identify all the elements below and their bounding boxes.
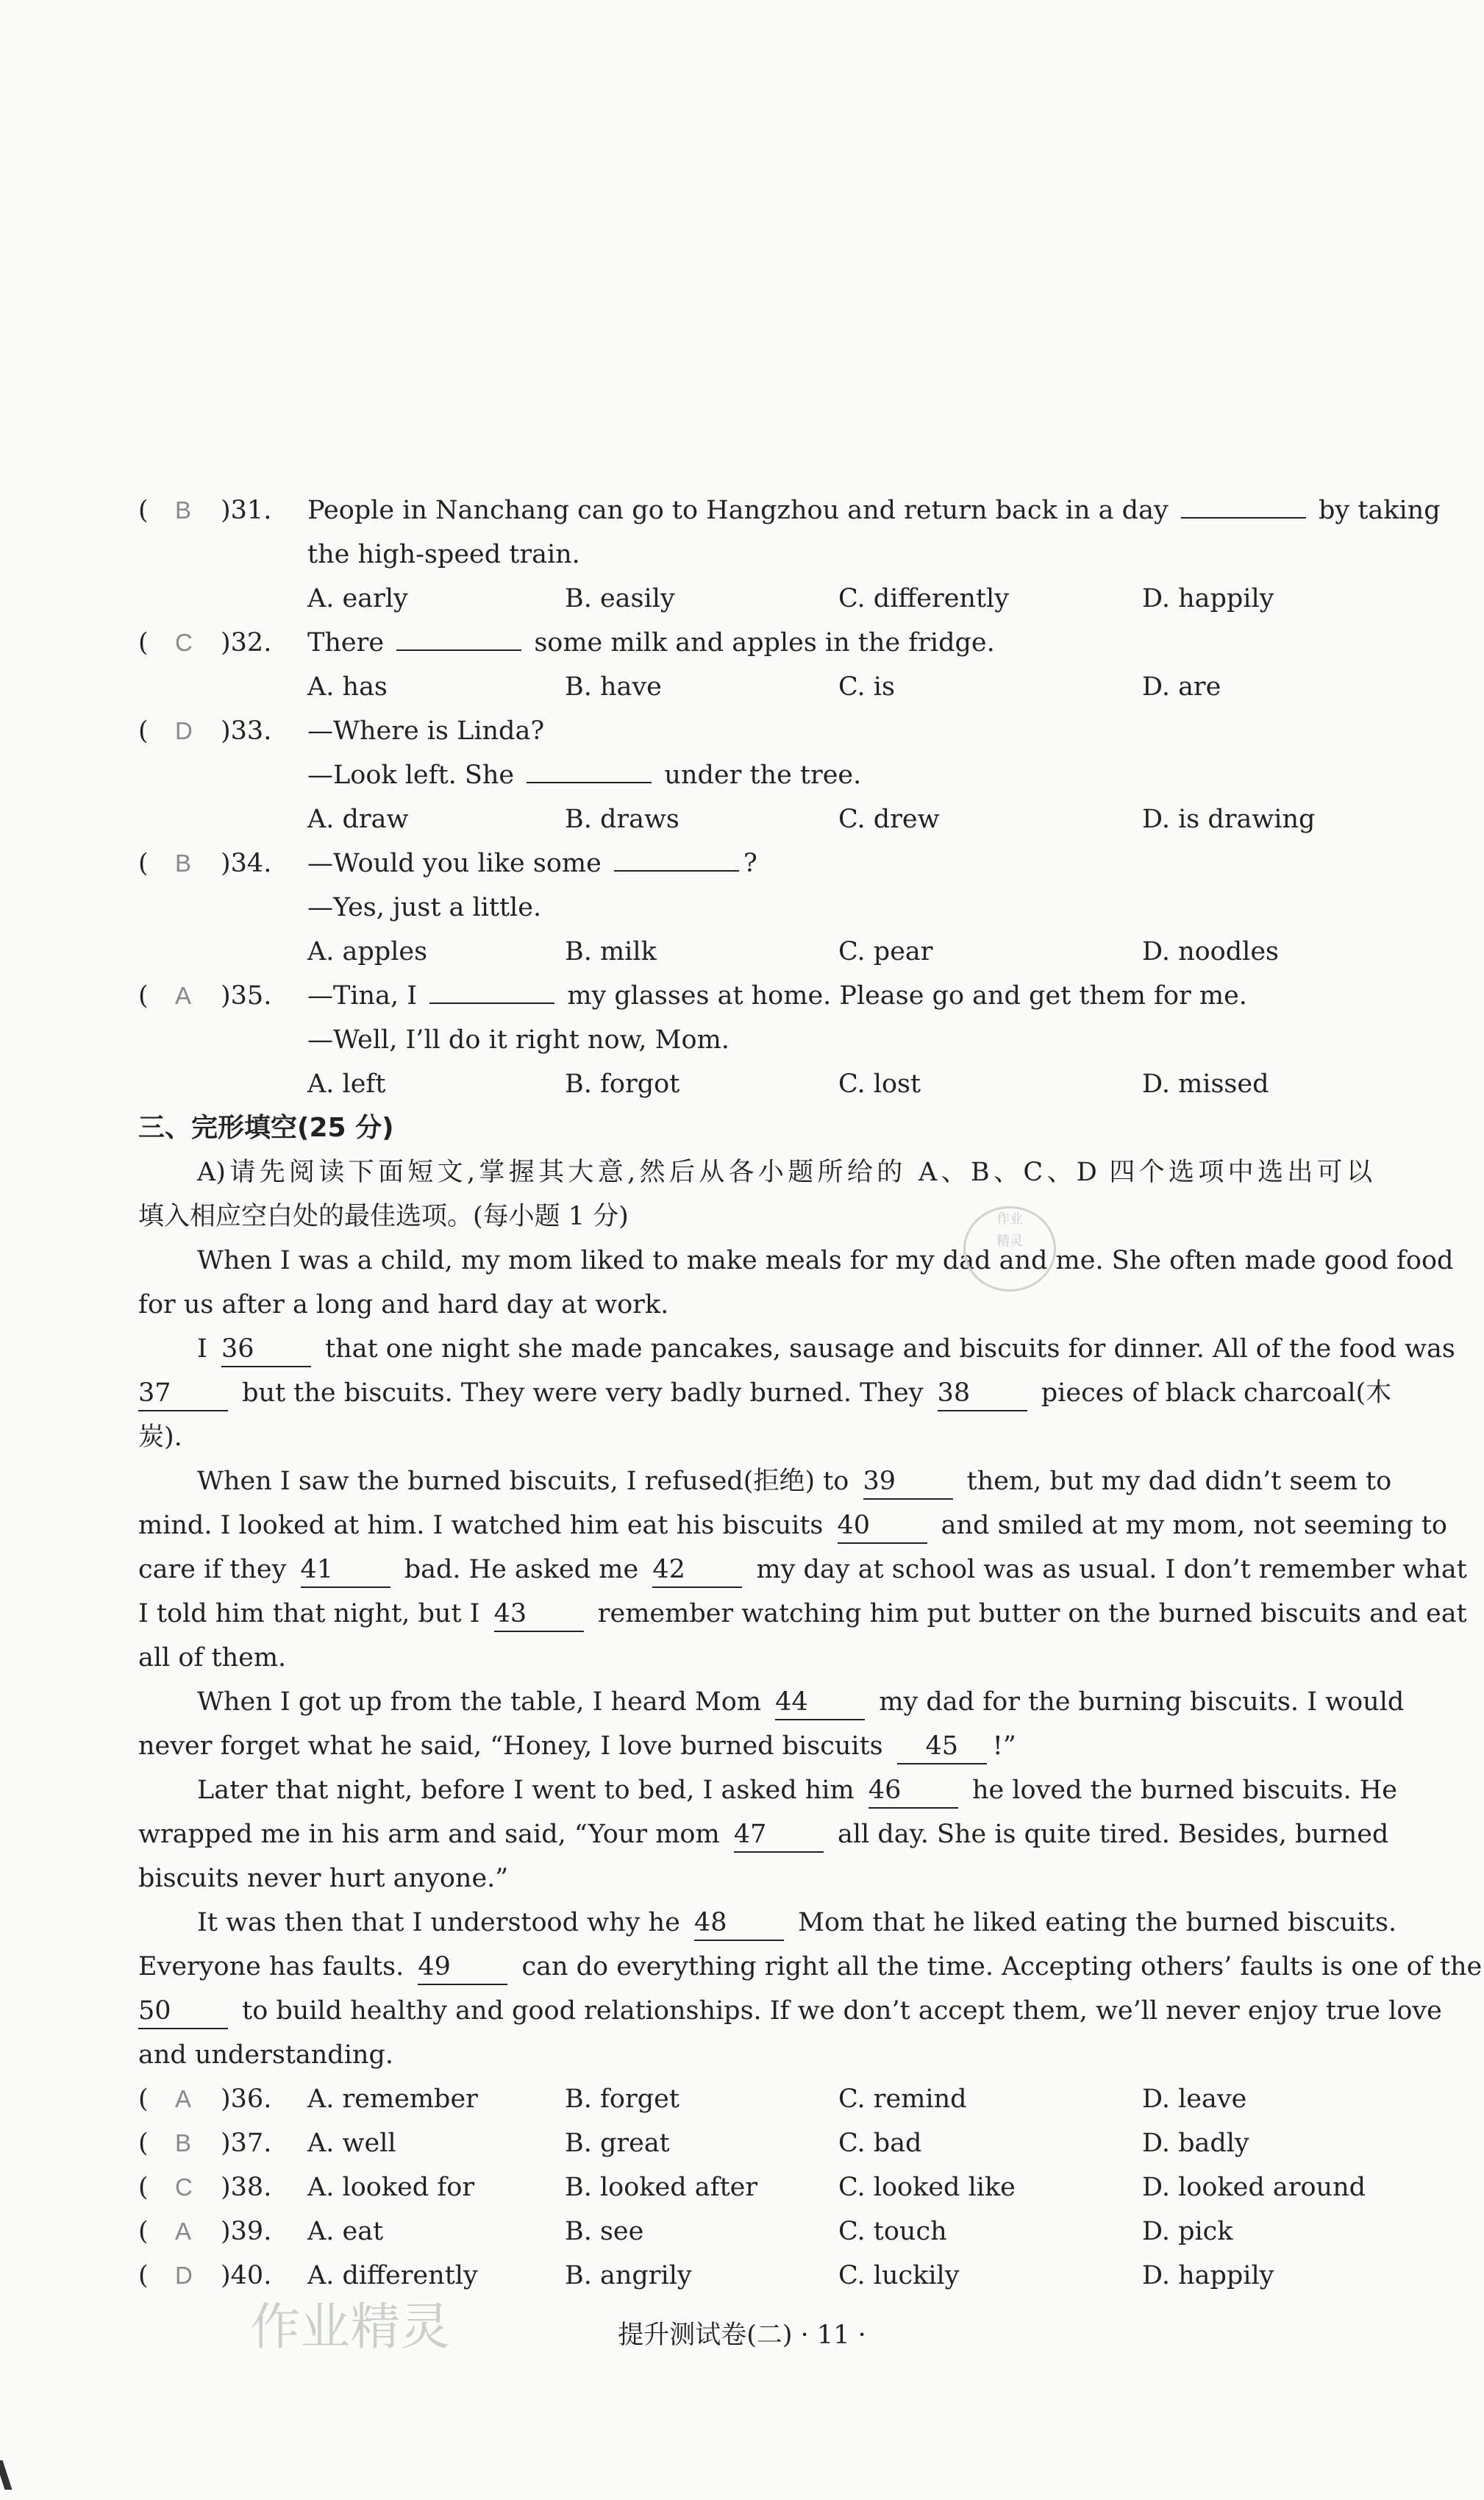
answer-blank [527, 754, 652, 783]
passage-line: 37 but the biscuits. They were very badly burned. They 38 pieces of black charcoal(木 [138, 1371, 1372, 1415]
answer-blank [429, 975, 554, 1004]
option-d: D. happily [1142, 584, 1274, 613]
cloze-blank-40: 40 [838, 1509, 927, 1544]
cloze-blank-47: 47 [734, 1817, 824, 1853]
options-34: A. apples B. milk C. pear D. noodles [307, 937, 1280, 966]
passage-line: Everyone has faults. 49 can do everything right all the time. Accepting others’ faults is one of the [138, 1945, 1372, 1989]
answer-32: C [175, 629, 193, 656]
scan-mark [0, 2460, 12, 2490]
question-33-line2: —Look left. She under the tree. [0, 753, 1484, 797]
passage-line: I told him that night, but I 43 remember watching him put butter on the burned biscuits and eat [138, 1592, 1372, 1636]
page-footer: 提升测试卷(二) · 11 · [618, 2321, 866, 2350]
passage-line: When I got up from the table, I heard Mom 44 my dad for the burning biscuits. I would [197, 1680, 1372, 1724]
answer-36: A [175, 2085, 192, 2112]
passage-line: When I saw the burned biscuits, I refused(拒绝) to 39 them, but my dad didn’t seem to [197, 1459, 1372, 1503]
passage-line: It was then that I understood why he 48 Mom that he liked eating the burned biscuits. [197, 1901, 1372, 1945]
passage-line: Later that night, before I went to bed, I asked him 46 he loved the burned biscuits. He [197, 1768, 1372, 1812]
question-35: ( A )35. —Tina, I my glasses at home. Please go and get them for me. [0, 974, 1484, 1018]
answer-34: B [175, 850, 192, 877]
cloze-blank-39: 39 [863, 1464, 953, 1500]
question-35-line2: —Well, I’ll do it right now, Mom. [307, 1025, 729, 1055]
option-b: B. easily [565, 584, 675, 613]
cloze-blank-38: 38 [938, 1376, 1027, 1411]
left-paren: ( [138, 496, 149, 525]
question-31-line2: the high-speed train. [307, 540, 580, 569]
cloze-blank-36: 36 [221, 1332, 311, 1367]
answer-35: A [175, 982, 192, 1009]
options-31 [0, 577, 1484, 621]
question-34: ( B )34. —Would you like some ? [0, 841, 1484, 886]
cloze-blank-42: 42 [652, 1553, 742, 1588]
instructions-line1: A)请先阅读下面短文,掌握其大意,然后从各小题所给的 A、B、C、D 四个选项中选出可以 [197, 1158, 1372, 1187]
option-c: C. differently [838, 584, 1009, 613]
question-text: People in Nanchang can go to Hangzhou and return back in a day by taking [307, 488, 1441, 533]
cloze-options-40: ( D )40. A. differently B. angrily C. luckily D. happily [0, 2254, 1484, 2298]
question-33: ( D )33. —Where is Linda? [0, 709, 1484, 753]
question-34-line2: —Yes, just a little. [307, 893, 542, 922]
question-text: There some milk and apples in the fridge. [307, 621, 995, 665]
question-31 [0, 488, 1484, 533]
options-32: A. has B. have C. is D. are [307, 672, 1221, 702]
passage-line: mind. I looked at him. I watched him eat his biscuits 40 and smiled at my mom, not seeming to [138, 1503, 1372, 1548]
cloze-blank-44: 44 [775, 1685, 865, 1720]
instructions-line2: 填入相应空白处的最佳选项。(每小题 1 分) [138, 1202, 629, 1231]
passage-line: care if they 41 bad. He asked me 42 my day at school was as usual. I don’t remember what [138, 1548, 1372, 1592]
cloze-blank-48: 48 [694, 1906, 784, 1941]
section-title: 三、完形填空(25 分) [138, 1113, 394, 1143]
answer-blank [396, 622, 521, 651]
passage-line: When I was a child, my mom liked to make meals for my dad and me. She often made good food [197, 1246, 1454, 1275]
passage-line: 炭). [138, 1422, 182, 1452]
answer-33: D [175, 717, 193, 744]
passage-line: I 36 that one night she made pancakes, sausage and biscuits for dinner. All of the food was [197, 1327, 1372, 1371]
watermark-seal-icon: 作业 精灵 [963, 1206, 1056, 1292]
option-a: A. early [307, 584, 408, 613]
watermark-text: 作业精灵 [250, 2298, 451, 2357]
cloze-options-39: ( A )39. A. eat B. see C. touch D. pick [0, 2209, 1484, 2254]
answer-40: D [175, 2262, 193, 2289]
cloze-blank-46: 46 [868, 1773, 958, 1809]
passage-line: all of them. [138, 1643, 287, 1673]
answer-31: B [175, 496, 192, 524]
cloze-blank-45: 45 [897, 1729, 987, 1764]
passage-line: for us after a long and hard day at work. [138, 1290, 669, 1320]
cloze-blank-41: 41 [301, 1553, 390, 1588]
right-paren: )31. [221, 496, 272, 525]
passage-line: wrapped me in his arm and said, “Your mom 47 all day. She is quite tired. Besides, burned [138, 1812, 1372, 1856]
answer-39: A [175, 2218, 192, 2245]
answer-blank [1181, 489, 1306, 519]
passage-line: 50 to build healthy and good relationships. If we don’t accept them, we’ll never enjoy true love [138, 1989, 1372, 2033]
passage-line: and understanding. [138, 2040, 393, 2070]
cloze-blank-43: 43 [494, 1597, 584, 1632]
passage-line: never forget what he said, “Honey, I love burned biscuits 45 !” [138, 1724, 1016, 1768]
answer-38: C [175, 2173, 193, 2201]
options-33: A. draw B. draws C. drew D. is drawing [307, 805, 1316, 834]
cloze-blank-50: 50 [138, 1994, 228, 2029]
cloze-blank-49: 49 [418, 1950, 507, 1985]
passage-line: biscuits never hurt anyone.” [138, 1864, 509, 1893]
cloze-options-38: ( C )38. A. looked for B. looked after C. looked like D. looked around [0, 2165, 1484, 2209]
cloze-options-36: ( A )36. A. remember B. forget C. remind D. leave [0, 2077, 1484, 2121]
answer-blank [614, 842, 739, 872]
options-35: A. left B. forgot C. lost D. missed [307, 1069, 1269, 1099]
answer-37: B [175, 2129, 192, 2157]
cloze-blank-37: 37 [138, 1376, 228, 1411]
cloze-options-37: ( B )37. A. well B. great C. bad D. badly [0, 2121, 1484, 2165]
question-32: ( C )32. There some milk and apples in the fridge. [0, 621, 1484, 665]
